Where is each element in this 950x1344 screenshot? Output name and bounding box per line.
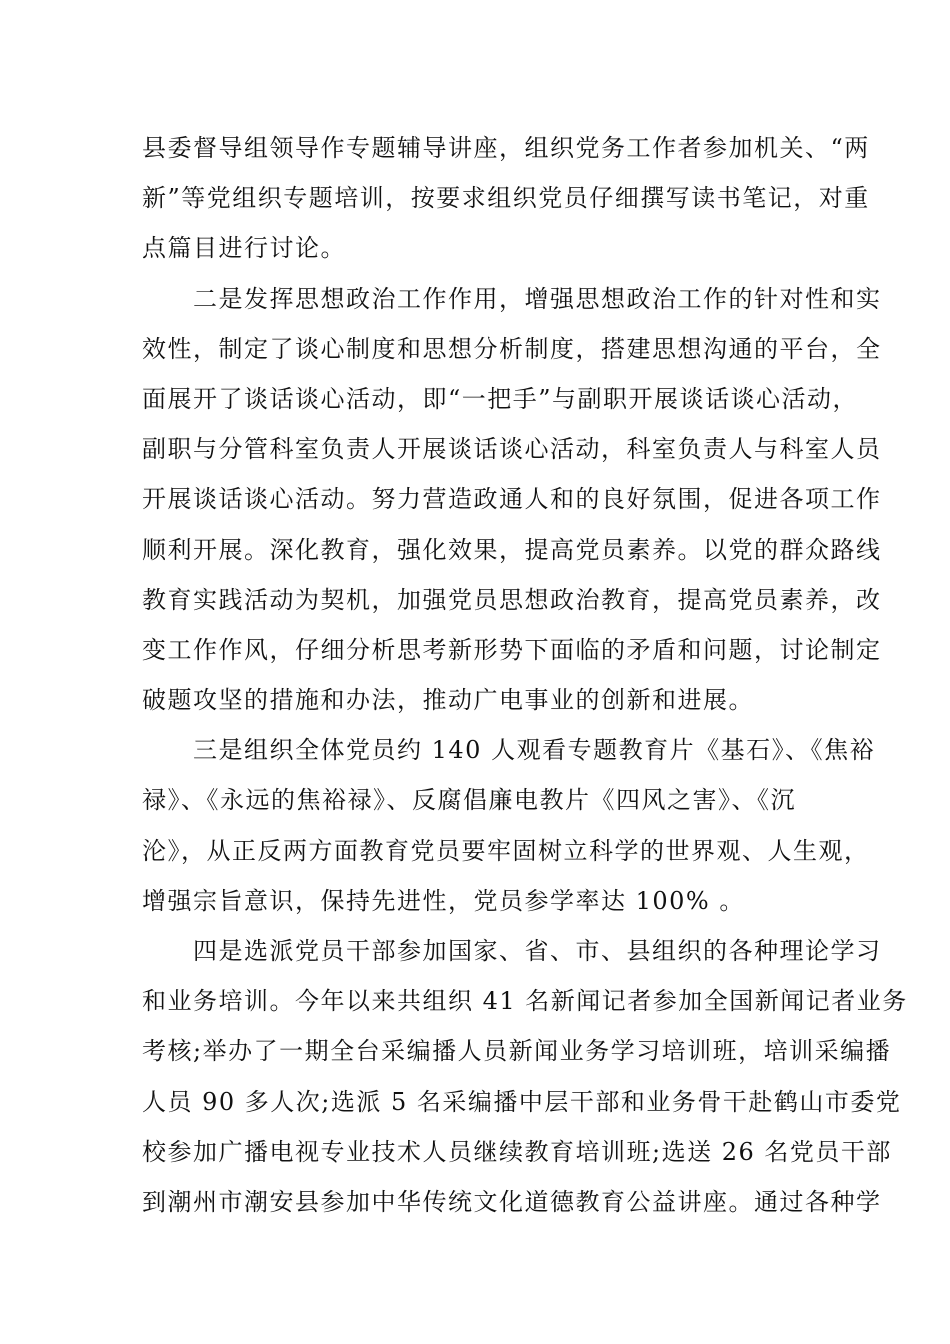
text-line: 破题攻坚的措施和办法，推动广电事业的创新和进展。 (142, 686, 754, 715)
text-line: 县委督导组领导作专题辅导讲座，组织党务工作者参加机关、“两 (142, 134, 870, 162)
text-line: 面展开了谈话谈心活动，即“一把手”与副职开展谈话谈心活动， (142, 384, 859, 413)
text-line: 到潮州市潮安县参加中华传统文化道德教育公益讲座。通过各种学 (142, 1187, 882, 1216)
body-text (142, 130, 908, 1234)
paragraph-3 (142, 732, 876, 933)
text-line: 三是组织全体党员约 140 人观看专题教育片《基石》、《焦裕 (142, 736, 876, 765)
text-line: 和业务培训。今年以来共组织 41 名新闻记者参加全国新闻记者业务 (142, 987, 908, 1016)
text-line: 四是选派党员干部参加国家、省、市、县组织的各种理论学习 (142, 937, 882, 965)
text-line: 效性，制定了谈心制度和思想分析制度，搭建思想沟通的平台，全 (142, 334, 882, 363)
text-line: 人员 90 多人次;选派 5 名采编播中层干部和业务骨干赴鹤山市委党 (142, 1087, 902, 1116)
text-line: 变工作作风，仔细分析思考新形势下面临的矛盾和问题，讨论制定 (142, 635, 882, 664)
text-line: 校参加广播电视专业技术人员继续教育培训班;选送 26 名党员干部 (142, 1137, 892, 1166)
text-line: 副职与分管科室负责人开展谈话谈心活动，科室负责人与科室人员 (142, 435, 882, 464)
text-line: 点篇目进行讨论。 (142, 234, 346, 263)
paragraph-2 (142, 281, 882, 733)
text-line: 沦》，从正反两方面教育党员要牢固树立科学的世界观、人生观， (142, 836, 870, 865)
paragraph-4 (142, 933, 908, 1234)
text-line: 开展谈话谈心活动。努力营造政通人和的良好氛围，促进各项工作 (142, 485, 882, 514)
text-line: 考核;举办了一期全台采编播人员新闻业务学习培训班，培训采编播 (142, 1037, 892, 1066)
text-line: 禄》、《永远的焦裕禄》、反腐倡廉电教片《四风之害》、《沉 (142, 786, 796, 815)
paragraph-1 (142, 130, 870, 281)
text-line: 增强宗旨意识，保持先进性，党员参学率达 100% 。 (142, 886, 745, 915)
text-line: 新”等党组织专题培训，按要求组织党员仔细撰写读书笔记，对重 (142, 184, 870, 213)
text-line: 顺利开展。深化教育，强化效果，提高党员素养。以党的群众路线 (142, 535, 882, 564)
text-line: 二是发挥思想政治工作作用，增强思想政治工作的针对性和实 (142, 284, 882, 313)
text-line: 教育实践活动为契机，加强党员思想政治教育，提高党员素养，改 (142, 585, 882, 614)
